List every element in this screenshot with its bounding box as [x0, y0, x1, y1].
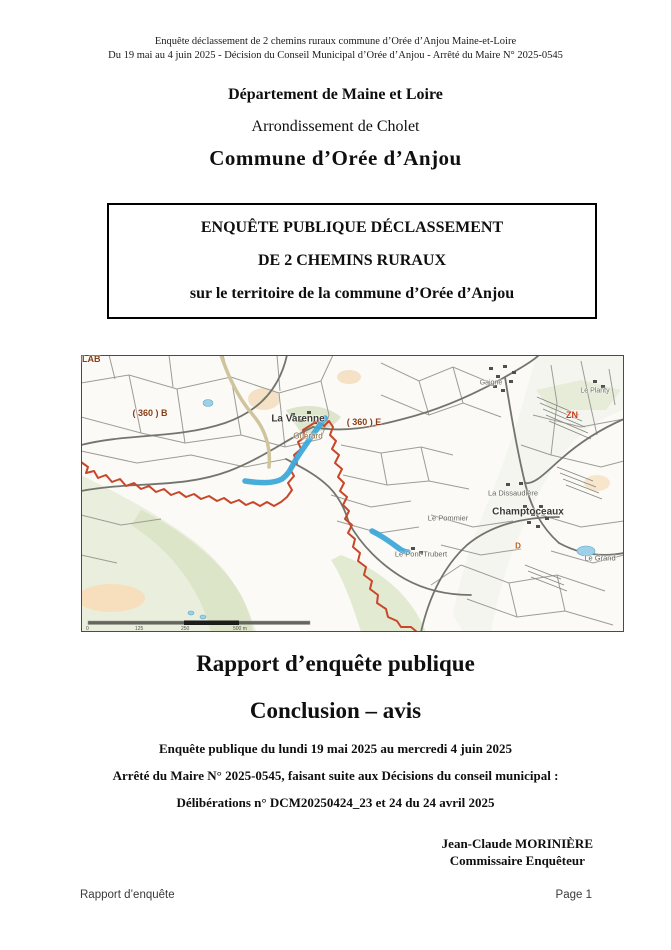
map-label-le-planty: Le Planty — [580, 387, 610, 395]
footer-page-number: Page 1 — [555, 889, 592, 901]
page-footer — [80, 889, 592, 901]
running-header — [0, 35, 671, 62]
inquiry-title-box — [107, 203, 597, 319]
map-label-guerard: Guérard — [293, 431, 323, 441]
inquiry-title-line-3: sur le territoire de la commune d’Orée d’Anjou — [189, 285, 515, 303]
department-title: Département de Maine et Loire — [228, 86, 443, 103]
scale-tick-2: 250 — [181, 626, 190, 632]
map-label-360e: ( 360 ) E — [346, 417, 382, 427]
arrondissement-title: Arrondissement de Cholet — [251, 118, 420, 135]
inquiry-title-line-2: DE 2 CHEMINS RURAUX — [257, 251, 446, 269]
header-line-1: Enquête déclassement de 2 chemins ruraux commune d’Orée d’Anjou Maine-et-Loire — [154, 36, 517, 47]
map-label-zn: ZN — [566, 410, 578, 420]
map-label-le-pommier: Le Pommier — [427, 513, 469, 523]
scale-tick-1: 125 — [135, 626, 144, 632]
scale-tick-0: 0 — [86, 626, 89, 632]
signature-name: Jean-Claude MORINIÈRE — [441, 836, 593, 851]
header-line-2: Du 19 mai au 4 juin 2025 - Décision du Conseil Municipal d’Orée d’Anjou - Arrêté du Maire N° 2025-0545 — [108, 49, 563, 61]
deliberations-line: Délibérations n° DCM20250424_23 et 24 du 24 avril 2025 — [176, 795, 495, 810]
map-label-la-varenne: La Varenne — [271, 413, 325, 425]
footer-document-name: Rapport d’enquête — [80, 889, 175, 901]
map-label-lab: LAB — [82, 354, 101, 364]
map-label-le-pont-trubert: Le Pont-Trubert — [394, 549, 448, 559]
map-label-gaigne: Gaigné — [479, 379, 503, 387]
scale-tick-3: 500 m — [233, 626, 247, 632]
map-label-le-grand: Le Grand — [584, 553, 616, 563]
signature-block — [442, 835, 593, 869]
map-label-360b: ( 360 ) B — [132, 408, 168, 418]
inquiry-title-line-1: ENQUÊTE PUBLIQUE DÉCLASSEMENT — [200, 218, 504, 236]
map-image — [81, 355, 624, 632]
commune-map — [81, 355, 624, 632]
report-subtitle: Conclusion – avis — [249, 698, 422, 723]
report-title: Rapport d’enquête publique — [196, 651, 475, 676]
map-label-d-road: D — [515, 541, 521, 551]
inquiry-dates-line: Enquête publique du lundi 19 mai 2025 au mercredi 4 juin 2025 — [158, 741, 513, 756]
mayor-order-line: Arrêté du Maire N° 2025-0545, faisant suite aux Décisions du conseil municipal : — [112, 768, 559, 783]
commune-title: Commune d’Orée d’Anjou — [209, 146, 462, 170]
map-label-la-dissaudiere: La Dissaudière — [487, 488, 539, 498]
map-label-champtoceaux: Champtoceaux — [492, 506, 564, 518]
signature-role: Commissaire Enquêteur — [449, 853, 585, 868]
